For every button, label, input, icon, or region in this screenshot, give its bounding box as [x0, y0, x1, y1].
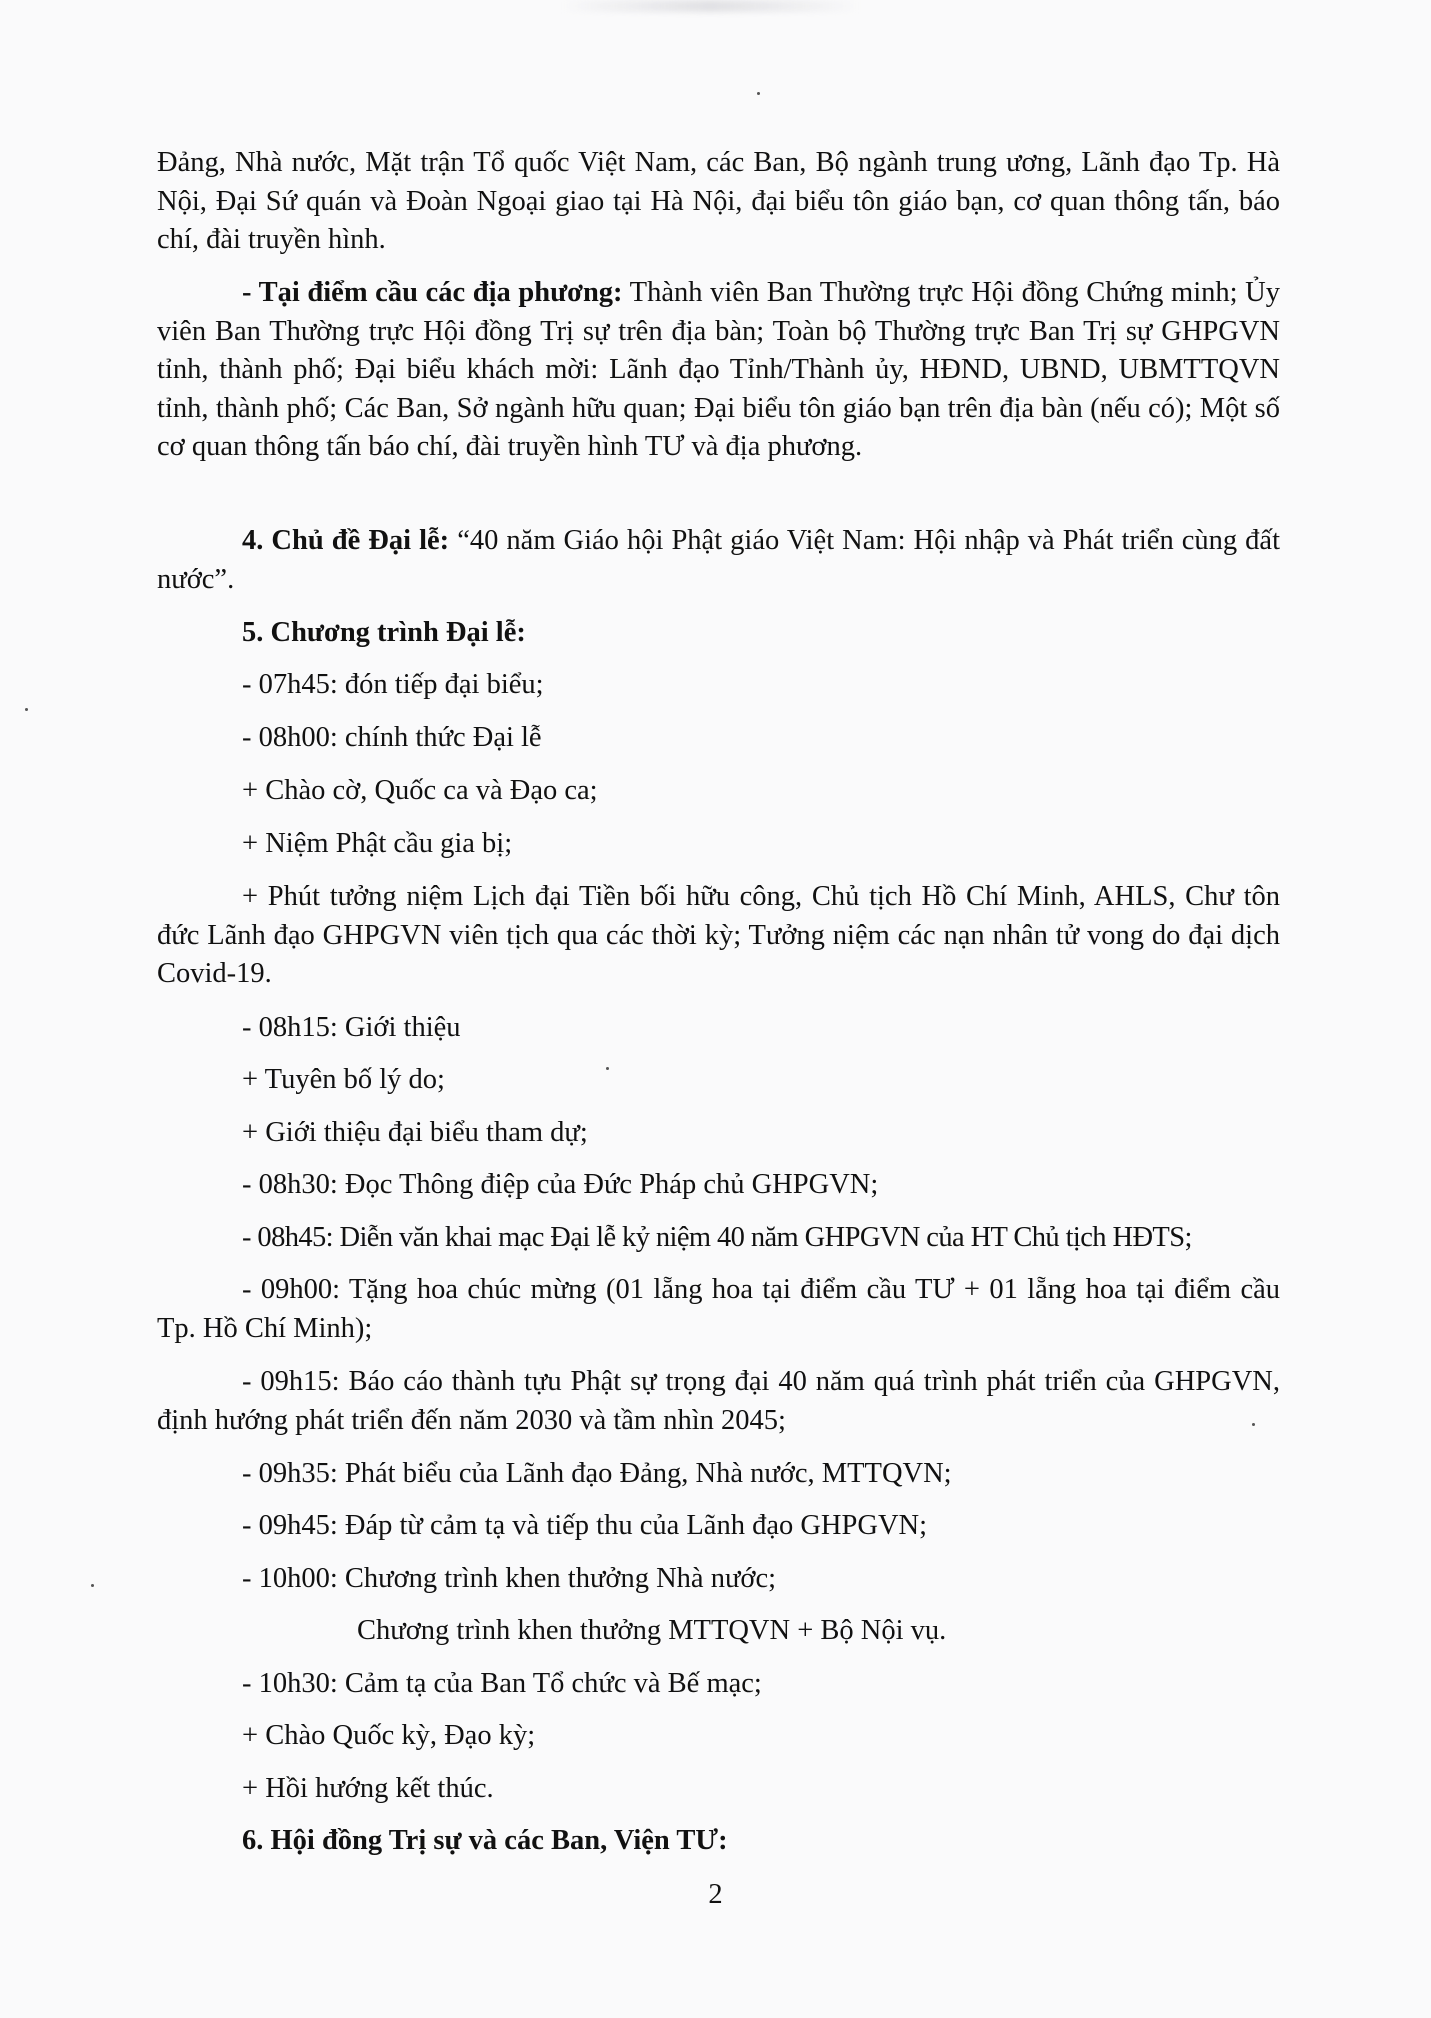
schedule-item-continuation: Chương trình khen thưởng MTTQVN + Bộ Nội vụ. — [357, 1615, 947, 1646]
local-participants-label: - Tại điểm cầu các địa phương: — [242, 277, 623, 308]
schedule-item: - 08h15: Giới thiệu — [242, 1012, 461, 1043]
schedule-item: - 10h00: Chương trình khen thưởng Nhà nước; — [242, 1563, 777, 1594]
schedule-subitem: + Tuyên bố lý do; — [242, 1064, 445, 1095]
section-4-theme — [157, 522, 1280, 599]
scan-speck — [757, 92, 760, 95]
schedule-item: - 10h30: Cảm tạ của Ban Tổ chức và Bế mạc; — [242, 1668, 762, 1699]
schedule-item: - 07h45: đón tiếp đại biểu; — [242, 669, 544, 700]
scan-speck — [25, 708, 28, 711]
section-4-text: “40 năm Giáo hội Phật giáo Việt Nam: Hội nhập và Phát triển cùng đất nước”. — [157, 525, 1281, 595]
section-4-label: 4. Chủ đề Đại lễ: — [242, 525, 450, 556]
schedule-item-report: - 09h15: Báo cáo thành tựu Phật sự trọng đại 40 năm quá trình phát triển của GHPGVN, định hướng phát triển đến năm 2030 và tầm nhìn 2045; — [157, 1366, 1280, 1436]
scan-speck — [91, 1584, 94, 1587]
schedule-item: - 09h45: Đáp từ cảm tạ và tiếp thu của Lãnh đạo GHPGVN; — [242, 1510, 928, 1541]
schedule-subitem: + Chào cờ, Quốc ca và Đạo ca; — [242, 775, 598, 806]
schedule-item: - 09h35: Phát biểu của Lãnh đạo Đảng, Nhà nước, MTTQVN; — [242, 1458, 952, 1489]
scan-smudge — [560, 0, 860, 12]
schedule-item-flowers: - 09h00: Tặng hoa chúc mừng (01 lẵng hoa tại điểm cầu TƯ + 01 lẵng hoa tại điểm cầu Tp. Hồ Chí Minh); — [157, 1274, 1280, 1344]
schedule-subitem: + Niệm Phật cầu gia bị; — [242, 828, 513, 859]
schedule-subitem: + Chào Quốc kỳ, Đạo kỳ; — [242, 1720, 536, 1751]
schedule-subitem-memorial: + Phút tưởng niệm Lịch đại Tiền bối hữu công, Chủ tịch Hồ Chí Minh, AHLS, Chư tôn đức Lãnh đạo GHPGVN viên tịch qua các thời kỳ; Tưởng niệm các nạn nhân tử vong do đại dịch Covid-19. — [157, 881, 1280, 989]
schedule-subitem: + Giới thiệu đại biểu tham dự; — [242, 1117, 588, 1148]
local-participants-text: Thành viên Ban Thường trực Hội đồng Chứng minh; Ủy viên Ban Thường trực Hội đồng Trị sự trên địa bàn; Toàn bộ Thường trực Ban Trị sự GHPGVN tỉnh, thành phố; Đại biểu khách mời: Lãnh đạo Tỉnh/Thành ủy, HĐND, UBND, UBMTTQVN tỉnh, thành phố; Các Ban, Sở ngành hữu quan; Đại biểu tôn giáo bạn trên địa bàn (nếu có); Một số cơ quan thông tấn báo chí, đài truyền hình TƯ và địa phương. — [157, 277, 1280, 462]
section-6-heading: 6. Hội đồng Trị sự và các Ban, Viện TƯ: — [242, 1825, 728, 1856]
schedule-item: - 08h30: Đọc Thông điệp của Đức Pháp chủ GHPGVN; — [242, 1169, 879, 1200]
intro-paragraph: Đảng, Nhà nước, Mặt trận Tổ quốc Việt Nam, các Ban, Bộ ngành trung ương, Lãnh đạo Tp. Hà Nội, Đại Sứ quán và Đoàn Ngoại giao tại Hà Nội, đại biểu tôn giáo bạn, cơ quan thông tấn, báo chí, đài truyền hình. — [157, 147, 1280, 255]
scan-speck — [606, 1067, 609, 1070]
schedule-item: - 08h00: chính thức Đại lễ — [242, 722, 542, 753]
page-number: 2 — [708, 1879, 723, 1910]
local-participants-paragraph — [157, 274, 1280, 467]
schedule-item: - 08h45: Diễn văn khai mạc Đại lễ kỷ niệm 40 năm GHPGVN của HT Chủ tịch HĐTS; — [242, 1222, 1192, 1253]
section-5-heading: 5. Chương trình Đại lễ: — [242, 617, 526, 648]
schedule-subitem: + Hồi hướng kết thúc. — [242, 1773, 494, 1804]
